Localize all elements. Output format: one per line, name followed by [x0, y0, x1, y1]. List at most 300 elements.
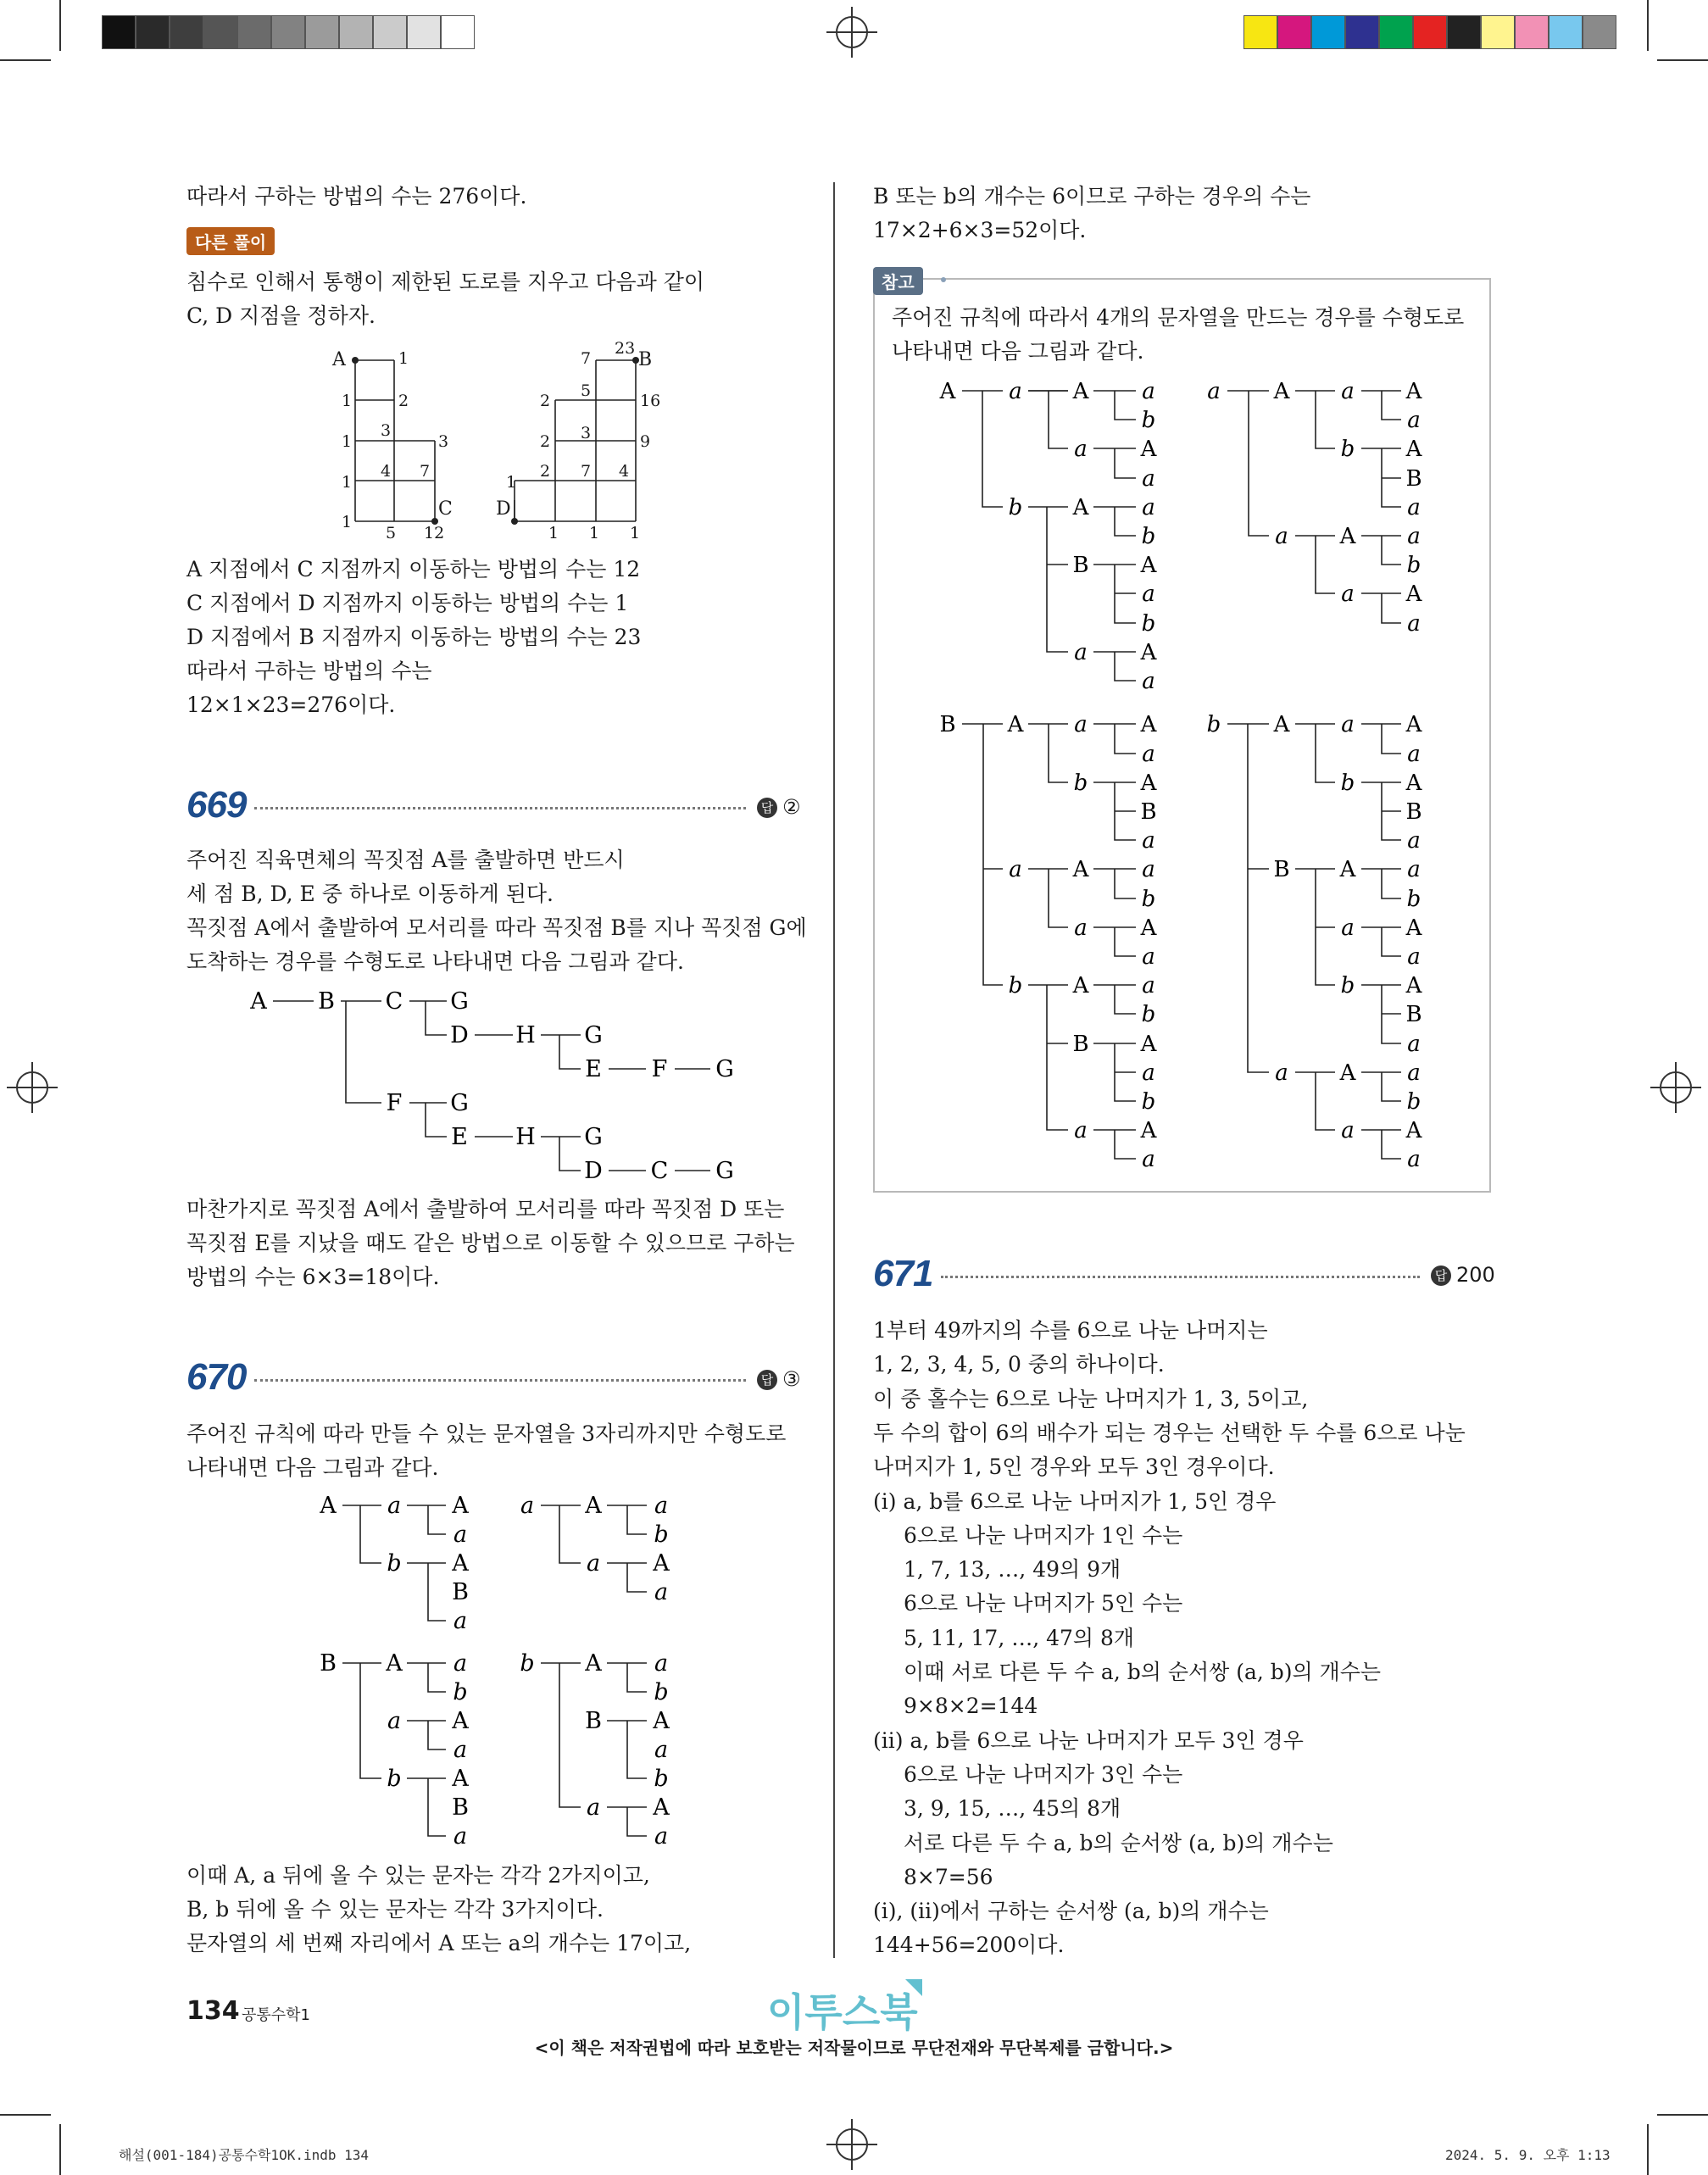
color-swatch [1549, 15, 1583, 49]
tree-node: a [654, 1579, 669, 1605]
p671-line: (ⅰ), (ⅱ)에서 구하는 순서쌍 (a, b)의 개수는 [873, 1899, 1269, 1924]
p671-line: 3, 9, 15, …, 45의 8개 [904, 1796, 1121, 1822]
grid-count: 4 [381, 462, 392, 481]
p671-line: 나머지가 1, 5인 경우와 모두 3인 경우이다. [873, 1455, 1275, 1480]
gray-swatch [271, 15, 305, 49]
logo-mark [905, 1979, 922, 1996]
tree-edge [1049, 724, 1068, 782]
grid-count: 1 [630, 524, 641, 542]
tree-node: a [1407, 524, 1421, 549]
tree-node: a [1142, 669, 1155, 694]
tree-node: B [1273, 857, 1290, 882]
tree-node: a [1009, 857, 1022, 882]
tree-node: A [1405, 1118, 1422, 1143]
p671-line: 두 수의 합이 6의 배수가 되는 경우는 선택한 두 수를 6으로 나눈 [873, 1420, 1466, 1445]
tree-edge [428, 1505, 446, 1534]
tree-node: B [1072, 553, 1089, 578]
tree-node: a [1341, 712, 1355, 737]
grid-count: 7 [581, 462, 592, 481]
tree-node: A [585, 1493, 602, 1519]
tree-node: a [1142, 379, 1155, 404]
crop-mark [1657, 2114, 1708, 2116]
tree-node: a [453, 1737, 468, 1763]
tree-node: A [1140, 1032, 1157, 1057]
problem-number-669: 669 [186, 784, 247, 826]
tree-node: b [654, 1679, 669, 1705]
tree-node: B [585, 1708, 602, 1734]
tree-edge [1115, 391, 1136, 420]
problem-number-670: 670 [186, 1356, 247, 1398]
tree-node: a [520, 1493, 535, 1519]
tree-node: F [386, 1090, 403, 1116]
crop-mark [59, 2124, 61, 2175]
gray-swatch [373, 15, 407, 49]
p671-line: 1부터 49까지의 수를 6으로 나눈 나머지는 [873, 1318, 1268, 1343]
tree-node: b [453, 1679, 468, 1705]
tree-node: b [1141, 524, 1156, 549]
right-top-line: 17×2+6×3=52이다. [873, 218, 1087, 242]
column-divider [833, 182, 835, 1958]
grid-count: 1 [398, 349, 409, 368]
tree-node: b [654, 1766, 669, 1792]
tree-node: b [387, 1550, 402, 1577]
print-date: 2024. 5. 9. 오후 1:13 [1445, 2147, 1611, 2163]
tree-node: b [387, 1766, 402, 1792]
p671-line: 6으로 나눈 나머지가 1인 수는 [904, 1522, 1183, 1548]
tree-edge [1115, 448, 1136, 478]
p669-line: 주어진 직육면체의 꼭짓점 A를 출발하면 반드시 [186, 848, 625, 872]
tree-node: G [715, 1056, 734, 1082]
tree-edge [627, 1563, 647, 1592]
tree-node: a [453, 1823, 468, 1850]
tree-node: H [515, 1124, 536, 1150]
tree-node: A [1339, 1060, 1356, 1086]
answer-label: 답 [1431, 1266, 1451, 1286]
grid-count: 1 [342, 432, 353, 451]
tree-edge [1249, 391, 1269, 536]
gray-swatch [339, 15, 373, 49]
tree-node: A [585, 1650, 602, 1677]
tree-node: B [1140, 799, 1157, 825]
tree-node: B [939, 712, 956, 737]
tree-node: A [1072, 857, 1089, 882]
tree-node: b [1340, 973, 1355, 998]
tree-edge [1248, 724, 1269, 1072]
tree-node: a [654, 1737, 669, 1763]
tree-node: a [453, 1608, 468, 1634]
tree-edge [1115, 507, 1136, 536]
grid-count: 1 [342, 513, 353, 531]
tree-node: b [1073, 770, 1088, 796]
tree-edge [982, 391, 1003, 507]
crop-mark [59, 0, 61, 51]
tree-node: a [1142, 1147, 1155, 1172]
tree-node: A [1405, 712, 1422, 737]
tree-node: A [1072, 379, 1089, 404]
tree-edge [1382, 927, 1401, 956]
grid-count: 2 [398, 392, 409, 410]
registration-mark-left [7, 1062, 58, 1113]
tree-node: b [1340, 770, 1355, 796]
answer-label: 답 [757, 1370, 777, 1390]
answer-671 [1431, 1263, 1495, 1287]
tree-node: B [1405, 466, 1422, 492]
tree-node: b [1406, 1089, 1421, 1115]
intro-line: 따라서 구하는 방법의 수는 276이다. [186, 184, 527, 209]
p671-line: 9×8×2=144 [904, 1694, 1038, 1719]
grid-count: 1 [342, 392, 353, 410]
grid-count: 3 [581, 424, 592, 442]
reference-badge: 참고 [873, 267, 923, 295]
grid-count: 23 [615, 339, 636, 358]
registration-mark-top [826, 7, 877, 58]
tree-edge [1115, 869, 1136, 898]
p671-line: 서로 다른 두 수 a, b의 순서쌍 (a, b)의 개수는 [904, 1830, 1333, 1855]
tree-node: A [452, 1493, 469, 1519]
tree-node: b [1141, 1002, 1156, 1027]
tree-node: A [1405, 770, 1422, 796]
p670-line: 나타내면 다음 그림과 같다. [186, 1455, 439, 1480]
gray-swatch [441, 15, 475, 49]
tree-node: a [1142, 973, 1155, 998]
tree-node: G [450, 988, 469, 1015]
grid-point-label: D [496, 498, 511, 520]
p671-line: 6으로 나눈 나머지가 3인 수는 [904, 1761, 1183, 1787]
tree-edge [1115, 1130, 1136, 1159]
answer-value: ③ [782, 1367, 801, 1391]
color-swatch [1481, 15, 1515, 49]
answer-label: 답 [757, 798, 777, 818]
tree-node: a [1407, 857, 1421, 882]
grid-count: 16 [640, 392, 661, 410]
tree-node: a [1142, 581, 1155, 607]
tree-node: b [520, 1650, 535, 1677]
answer-value: ② [782, 795, 801, 819]
tree-node: a [1341, 379, 1355, 404]
gray-swatch [170, 15, 203, 49]
tree-node: A [452, 1708, 469, 1734]
tree-node: a [1341, 581, 1355, 607]
tree-edge [1049, 869, 1068, 927]
grid-count: 7 [420, 462, 431, 481]
tree-node: b [1141, 611, 1156, 637]
tree-node: A [320, 1493, 337, 1519]
p670-after-line: 문자열의 세 번째 자리에서 A 또는 a의 개수는 17이고, [186, 1931, 692, 1955]
tree-node: A [1140, 640, 1157, 665]
tree-node: a [1142, 857, 1155, 882]
grid-count: 1 [548, 524, 559, 542]
tree-edge [627, 1505, 647, 1534]
tree-edge [1047, 985, 1068, 1130]
grid-count: 1 [506, 473, 517, 492]
tree-node: a [453, 1521, 468, 1548]
tree-edge [428, 1663, 446, 1692]
tree-node: a [1407, 1032, 1421, 1057]
color-swatch [1447, 15, 1481, 49]
tree-edge [559, 1035, 581, 1069]
tree-node: a [654, 1493, 669, 1519]
after-grid-line: 따라서 구하는 방법의 수는 [186, 659, 432, 683]
tree-edge [1316, 1072, 1335, 1130]
tree-node: A [1405, 581, 1422, 607]
tree-node: A [1140, 915, 1157, 941]
badge-dot [941, 277, 946, 282]
tree-edge [428, 1721, 446, 1749]
grid-count: 9 [640, 432, 651, 451]
publisher-logo: 이투스북 [767, 1989, 918, 2035]
dotted-rule [254, 1379, 746, 1382]
tree-node: B [452, 1794, 469, 1821]
tree-edge [1382, 869, 1401, 898]
p671-line: (ⅱ) a, b를 6으로 나눈 나머지가 모두 3인 경우 [873, 1727, 1304, 1753]
alt-line: 침수로 인해서 통행이 제한된 도로를 지우고 다음과 같이 [186, 270, 705, 294]
tree-node: a [1407, 944, 1421, 970]
tree-node: a [1275, 1060, 1288, 1086]
tree-node: A [1405, 437, 1422, 462]
tree-edge [1382, 724, 1401, 754]
tree-node: F [651, 1056, 668, 1082]
tree-node: a [1074, 437, 1088, 462]
tree-node: a [654, 1650, 669, 1677]
tree-node: A [250, 988, 267, 1015]
tree-node: A [1273, 379, 1290, 404]
tree-node: E [585, 1056, 602, 1082]
answer-669 [757, 795, 801, 819]
tree-node: A [1140, 712, 1157, 737]
crop-mark [1647, 0, 1649, 51]
tree-node: a [1407, 1147, 1421, 1172]
alt-solution-badge: 다른 풀이 [186, 227, 275, 255]
tree-node: A [1405, 379, 1422, 404]
grid-count: 12 [424, 524, 445, 542]
grid-count: 2 [540, 462, 551, 481]
after-grid-line: 12×1×23=276이다. [186, 693, 396, 717]
tree-edge [1115, 724, 1136, 754]
gray-swatch [203, 15, 237, 49]
tree-node: B [320, 1650, 337, 1677]
p671-line: 이 중 홀수는 6으로 나눈 나머지가 1, 3, 5이고, [873, 1386, 1309, 1411]
tree-node: A [1140, 437, 1157, 462]
tree-node: A [386, 1650, 403, 1677]
tree-node: A [1140, 553, 1157, 578]
p671-line: 이때 서로 다른 두 수 a, b의 순서쌍 (a, b)의 개수는 [904, 1660, 1382, 1684]
crop-mark [0, 2114, 51, 2116]
tree-node: a [453, 1650, 468, 1677]
answer-value: 200 [1456, 1263, 1495, 1287]
tree-edge [360, 1663, 381, 1778]
tree-node: G [715, 1158, 734, 1184]
tree-node: A [1072, 495, 1089, 520]
color-swatch [1243, 15, 1277, 49]
tree-edge [627, 1807, 647, 1836]
tree-edge [1316, 536, 1335, 593]
tree-node: A [1140, 770, 1157, 796]
tree-node: a [1142, 828, 1155, 854]
p669-after-line: 꼭짓점 E를 지났을 때도 같은 방법으로 이동할 수 있으므로 구하는 [186, 1231, 795, 1255]
tree-node: a [1407, 611, 1421, 637]
p669-line: 세 점 B, D, E 중 하나로 이동하게 된다. [186, 882, 554, 906]
ref-line: 주어진 규칙에 따라서 4개의 문자열을 만드는 경우를 수형도로 [892, 305, 1465, 330]
page-number: 134 [186, 1996, 240, 2026]
tree-node: A [1405, 973, 1422, 998]
ref-line: 나타내면 다음 그림과 같다. [892, 339, 1144, 364]
answer-670 [757, 1367, 801, 1391]
gray-swatch [102, 15, 136, 49]
tree-node: A [653, 1794, 670, 1821]
tree-edge [426, 1103, 447, 1137]
grid-count: 3 [381, 421, 392, 440]
color-swatch [1345, 15, 1379, 49]
tree-node: b [1406, 887, 1421, 912]
tree-node: A [452, 1550, 469, 1577]
tree-node: b [1206, 712, 1221, 737]
tree-diagram-669 [237, 983, 763, 1195]
tree-edge [346, 1001, 381, 1103]
tree-node: A [653, 1708, 670, 1734]
tree-edge [360, 1505, 381, 1563]
tree-node: G [450, 1090, 469, 1116]
color-swatch [1413, 15, 1447, 49]
tree-edge [627, 1721, 647, 1778]
color-swatch [1379, 15, 1413, 49]
after-grid-line: D 지점에서 B 지점까지 이동하는 방법의 수는 23 [186, 625, 642, 649]
tree-node: b [1406, 553, 1421, 578]
tree-node: B [1072, 1032, 1089, 1057]
tree-node: a [1407, 408, 1421, 433]
tree-edge [1316, 391, 1335, 448]
tree-node: a [1407, 1060, 1421, 1086]
grid-count: 2 [540, 392, 551, 410]
tree-edge [559, 1505, 581, 1563]
dotted-rule [941, 1276, 1420, 1278]
tree-node: a [387, 1493, 402, 1519]
tree-node: A [1405, 915, 1422, 941]
tree-node: A [1339, 857, 1356, 882]
color-swatch [1277, 15, 1311, 49]
tree-node: A [1339, 524, 1356, 549]
tree-node: a [387, 1708, 402, 1734]
tree-node: A [1140, 1118, 1157, 1143]
tree-node: B [1405, 1002, 1422, 1027]
color-swatch [1583, 15, 1616, 49]
tree-edge [428, 1563, 446, 1621]
tree-node: A [452, 1766, 469, 1792]
p670-after-line: B, b 뒤에 올 수 있는 문자는 각각 3가지이다. [186, 1897, 604, 1922]
tree-edge [1115, 927, 1136, 956]
tree-edge [1382, 1072, 1401, 1101]
tree-node: a [1142, 742, 1155, 767]
tree-node: b [1141, 408, 1156, 433]
tree-node: D [584, 1158, 603, 1184]
tree-edge [627, 1663, 647, 1692]
tree-edge [1382, 391, 1401, 420]
tree-node: G [584, 1022, 603, 1049]
tree-edge [426, 1001, 447, 1035]
tree-node: b [1008, 973, 1023, 998]
tree-edge [559, 1137, 581, 1171]
p669-after-line: 방법의 수는 6×3=18이다. [186, 1265, 440, 1289]
tree-node: C [385, 988, 403, 1015]
p669-after-line: 마찬가지로 꼭짓점 A에서 출발하여 모서리를 따라 꼭짓점 D 또는 [186, 1197, 785, 1221]
grid-point-label: A [332, 349, 346, 370]
tree-node: D [450, 1022, 469, 1049]
tree-node: a [1074, 1118, 1088, 1143]
tree-node: H [515, 1022, 536, 1049]
grid-point-label: C [438, 498, 453, 520]
tree-node: a [1407, 495, 1421, 520]
tree-node: E [451, 1124, 468, 1150]
p670-line: 주어진 규칙에 따라 만들 수 있는 문자열을 3자리까지만 수형도로 [186, 1421, 787, 1446]
tree-node: a [586, 1550, 601, 1577]
tree-node: b [1008, 495, 1023, 520]
p671-line: 144+56=200이다. [873, 1933, 1065, 1958]
tree-node: G [584, 1124, 603, 1150]
p669-line: 꼭짓점 A에서 출발하여 모서리를 따라 꼭짓점 B를 지나 꼭짓점 G에 [186, 915, 807, 940]
problem-number-671: 671 [873, 1253, 933, 1294]
tree-edge [1049, 391, 1068, 448]
grid-count: 1 [342, 473, 353, 492]
tree-edge [1382, 593, 1401, 623]
tree-node: a [1142, 1060, 1155, 1086]
tree-node: a [1407, 742, 1421, 767]
tree-node: A [653, 1550, 670, 1577]
grid-count: 5 [386, 524, 397, 542]
tree-edge [428, 1778, 446, 1836]
tree-node: a [586, 1794, 601, 1821]
crop-mark [1657, 59, 1708, 61]
gray-swatch [407, 15, 441, 49]
registration-mark-bottom [826, 2119, 877, 2170]
gray-swatch [237, 15, 271, 49]
tree-node: B [318, 988, 335, 1015]
p671-line: 5, 11, 17, …, 47의 8개 [904, 1625, 1135, 1650]
tree-edge [1047, 507, 1068, 652]
right-top-line: B 또는 b의 개수는 6이므로 구하는 경우의 수는 [873, 184, 1311, 209]
gray-swatch [305, 15, 339, 49]
p671-line: 8×7=56 [904, 1864, 993, 1889]
after-grid-line: A 지점에서 C 지점까지 이동하는 방법의 수는 12 [186, 557, 641, 581]
grid-point-label: B [638, 349, 653, 370]
tree-node: b [1141, 887, 1156, 912]
p671-line: (ⅰ) a, b를 6으로 나눈 나머지가 1, 5인 경우 [873, 1488, 1277, 1514]
color-swatch [1515, 15, 1549, 49]
grid-count: 1 [589, 524, 600, 542]
tree-edge [1115, 985, 1136, 1014]
tree-node: a [1407, 828, 1421, 854]
tree-node: a [1009, 379, 1022, 404]
grid-count: 2 [540, 432, 551, 451]
tree-diagram-670 [305, 1488, 729, 1861]
tree-node: a [654, 1823, 669, 1850]
p671-line: 1, 7, 13, …, 49의 9개 [904, 1557, 1121, 1583]
gray-swatch [136, 15, 170, 49]
registration-mark-right [1650, 1062, 1701, 1113]
tree-node: a [1142, 495, 1155, 520]
tree-node: C [650, 1158, 669, 1184]
p670-after-line: 이때 A, a 뒤에 올 수 있는 문자는 각각 2가지이고, [186, 1863, 650, 1888]
tree-edge [1115, 652, 1136, 681]
tree-edge [1382, 1130, 1401, 1159]
tree-edge [559, 1663, 581, 1807]
alt-line: C, D 지점을 정하자. [186, 303, 376, 328]
book-title: 공통수학1 [242, 2006, 311, 2024]
tree-edge [1382, 536, 1401, 565]
tree-node: b [1141, 1089, 1156, 1115]
tree-node: a [1142, 466, 1155, 492]
tree-node: b [1340, 437, 1355, 462]
tree-node: a [1074, 712, 1088, 737]
tree-node: A [939, 379, 956, 404]
